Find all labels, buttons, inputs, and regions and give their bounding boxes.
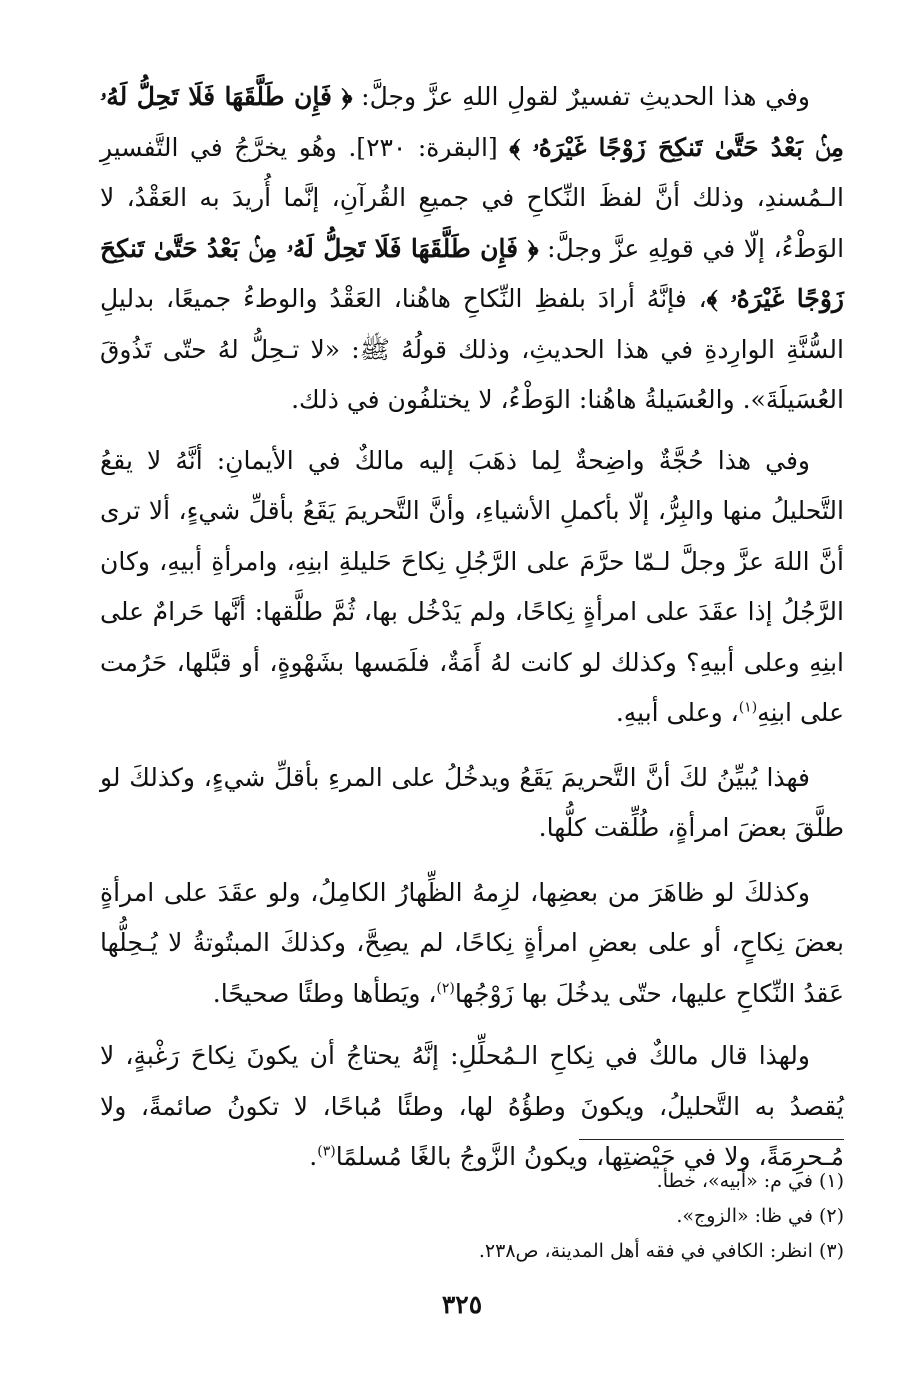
- paragraph-1: [100, 72, 844, 426]
- quran-verse: ﴿ فَإِن طَلَّقَهَا فَلَا تَحِلُّ لَهُۥ مِنۢ بَعْدُ حَتَّىٰ تَنكِحَ زَوْجًا غَيْرَهُۥ ﴾: [100, 82, 845, 162]
- text-segment: ولهذا قال مالكٌ في نِكاحِ الـمُحلِّلِ: إنَّهُ يحتاجُ أن يكونَ نِكاحَ رَغْبةٍ، لا يُقصدُ به التَّحليلُ، ويكونَ وطؤُهُ لها، وطئًا مُباحًا، لا تكونُ صائمةً، ولا مُـحرِمَةً، ولا في حَيْضتِها، ويكونُ الزَّوجُ بالغًا مُسلمًا: [100, 1041, 844, 1171]
- page-number: ٣٢٥: [441, 1290, 483, 1319]
- paragraph-4: [100, 868, 844, 1020]
- text-segment: .: [309, 1142, 318, 1171]
- footnote-ref: (١): [738, 699, 758, 716]
- text-segment: ، وعلى أبيهِ.: [615, 698, 739, 727]
- footnote-3: (٣) انظر: الكافي في فقه أهل المدينة، ص٢٣٨.: [478, 1240, 844, 1262]
- text-segment: [البقرة: ٢٣٠]. وهُو يخرَّجُ في التَّفسيرِ الـمُسندِ، وذلك أنَّ لفظَ النِّكاحِ في جميعِ القُرآنِ، إنَّما أُريدَ به العَقْدُ، لا الوَطْءُ، إلّا في قولِهِ عزَّ وجلَّ:: [100, 132, 845, 263]
- text-segment: وكذلكَ لو ظاهَرَ من بعضِها، لزِمهُ الظِّهارُ الكامِلُ، ولو عقَدَ على امرأةٍ بعضَ نِكاحٍ، أو على بعضِ امرأةٍ نِكاحًا، لم يصِحَّ، وكذلكَ المبتُوتةُ لا يُـحِلُّها عَقدُ النِّكاحِ عليها، حتّى يدخُلَ بها زَوْجُها: [100, 877, 844, 1008]
- footnote-2: (٢) في ظا: «الزوج».: [676, 1205, 844, 1227]
- footnote-divider: [579, 1139, 844, 1140]
- footnote-1: (١) في م: «أبيه»، خطأ.: [656, 1170, 844, 1192]
- paragraph-2: [100, 436, 844, 739]
- text-segment: وفي هذا الحديثِ تفسيرٌ لقولِ اللهِ عزَّ وجلَّ:: [352, 82, 810, 111]
- paragraph-3: [100, 753, 844, 854]
- text-segment: وفي هذا حُجَّةٌ واضِحةٌ لِما ذهَبَ إليه مالكٌ في الأيمانِ: أنَّهُ لا يقعُ التَّحليلُ منها والبِرُّ، إلّا بأكملِ الأشياءِ، وأنَّ التَّحريمَ يَقَعُ بأقلِّ شيءٍ، ألا ترى أنَّ اللهَ عزَّ وجلَّ لـمّا حرَّمَ على الرَّجُلِ نِكاحَ حَليلةِ ابنِهِ، وامرأةِ أبيهِ، وكان الرَّجُلُ إذا عقَدَ على امرأةٍ نِكاحًا، ولم يَدْخُل بها، ثُمَّ طلَّقها: أنَّها حَرامٌ على ابنِهِ وعلى أبيهِ؟ وكذلك لو كانت لهُ أَمَةٌ، فلَمَسها بشَهْوةٍ، أو قبَّلها، حَرُمت على ابنِهِ: [100, 445, 844, 727]
- footnote-ref: (٣): [317, 1143, 336, 1160]
- text-segment: ، فإنَّهُ أرادَ بلفظِ النِّكاحِ هاهُنا، العَقْدُ والوطءُ جميعًا، بدليلِ السُّنَّةِ الوارِدةِ في هذا الحديثِ، وذلك قولُهُ ﷺ: «لا تـحِلُّ لهُ حتّى تَذُوقَ العُسَيلَةَ». والعُسَيلةُ هاهُنا: الوَطْءُ، لا يختلفُون في ذلك.: [100, 284, 844, 414]
- text-segment: فهذا يُبيِّنُ لكَ أنَّ التَّحريمَ يَقَعُ ويدخُلُ على المرءِ بأقلِّ شيءٍ، وكذلكَ لو طلَّقَ بعضَ امرأةٍ، طُلِّقت كلُّها.: [100, 762, 844, 842]
- paragraph-5: [100, 1031, 844, 1183]
- quran-verse: ﴿ فَإِن طَلَّقَهَا فَلَا تَحِلُّ لَهُۥ مِنۢ بَعْدُ حَتَّىٰ تَنكِحَ زَوْجًا غَيْرَهُۥ ﴾: [100, 233, 844, 313]
- text-segment: ، ويَطأها وطئًا صحيحًا.: [212, 978, 437, 1008]
- main-text: [100, 72, 844, 1191]
- footnote-ref: (٢): [436, 980, 455, 997]
- footnotes: [100, 1164, 844, 1269]
